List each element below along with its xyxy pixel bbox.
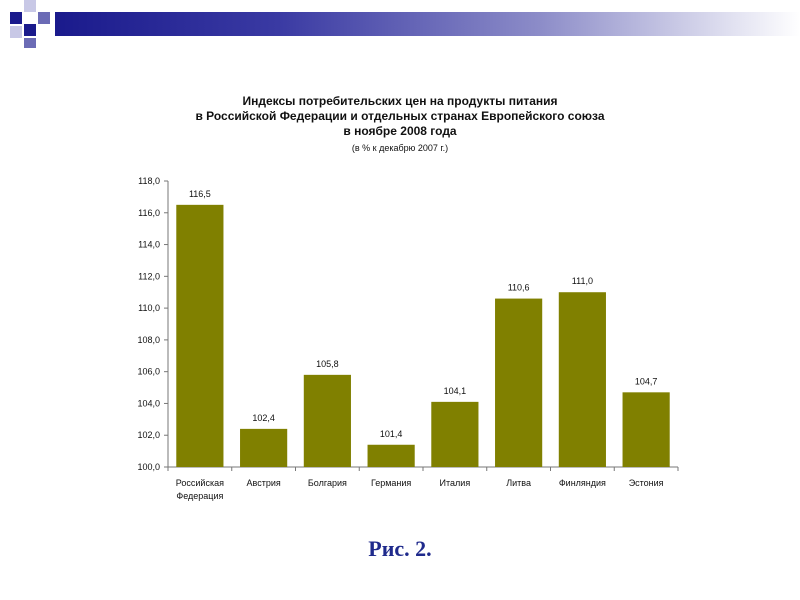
bar-value-label: 101,4 xyxy=(379,428,403,439)
category-label: Италия xyxy=(439,478,471,488)
category-label: Болгария xyxy=(307,478,347,488)
category-label: Австрия xyxy=(246,478,281,488)
bar xyxy=(176,205,223,467)
bar-value-label: 111,0 xyxy=(571,276,593,287)
category-label: Германия xyxy=(370,478,412,488)
figure-caption: Рис. 2. xyxy=(368,536,432,561)
y-tick-label: 116,0 xyxy=(138,207,160,218)
bar xyxy=(304,375,351,467)
bar-value-label: 104,7 xyxy=(634,376,658,387)
y-tick-label: 106,0 xyxy=(137,366,160,377)
y-tick-label: 110,0 xyxy=(138,303,160,314)
chart-subtitle: (в % к декабрю 2007 г.) xyxy=(351,143,449,153)
bar-value-label: 110,6 xyxy=(507,282,530,293)
bar xyxy=(431,402,478,467)
category-label: Российская xyxy=(175,478,224,488)
bar xyxy=(495,299,542,467)
chart-title-line-1: Индексы потребительских цен на продукты питания xyxy=(242,94,558,108)
bar-value-label: 105,8 xyxy=(316,358,339,369)
category-label: Федерация xyxy=(176,491,224,501)
chart-title-line-2: в Российской Федерации и отдельных странах Европейского союза xyxy=(195,109,605,123)
y-tick-label: 108,0 xyxy=(137,334,160,345)
bar xyxy=(623,392,670,467)
bar-value-label: 116,5 xyxy=(188,188,211,199)
bar-value-label: 104,1 xyxy=(443,385,467,396)
category-label: Финляндия xyxy=(558,478,606,488)
y-tick-label: 102,0 xyxy=(137,430,160,441)
bar-value-label: 102,4 xyxy=(252,412,275,423)
y-tick-label: 118,0 xyxy=(138,176,160,186)
y-tick-label: 112,0 xyxy=(138,271,160,282)
bar xyxy=(368,445,415,467)
y-tick-label: 114,0 xyxy=(138,239,160,250)
chart-title-line-3: в ноябре 2008 года xyxy=(343,124,457,138)
y-tick-label: 104,0 xyxy=(137,398,160,409)
bar xyxy=(559,292,606,467)
category-label: Литва xyxy=(506,478,531,488)
y-tick-label: 100,0 xyxy=(137,462,160,472)
category-label: Эстония xyxy=(628,478,664,488)
bar xyxy=(240,429,287,467)
